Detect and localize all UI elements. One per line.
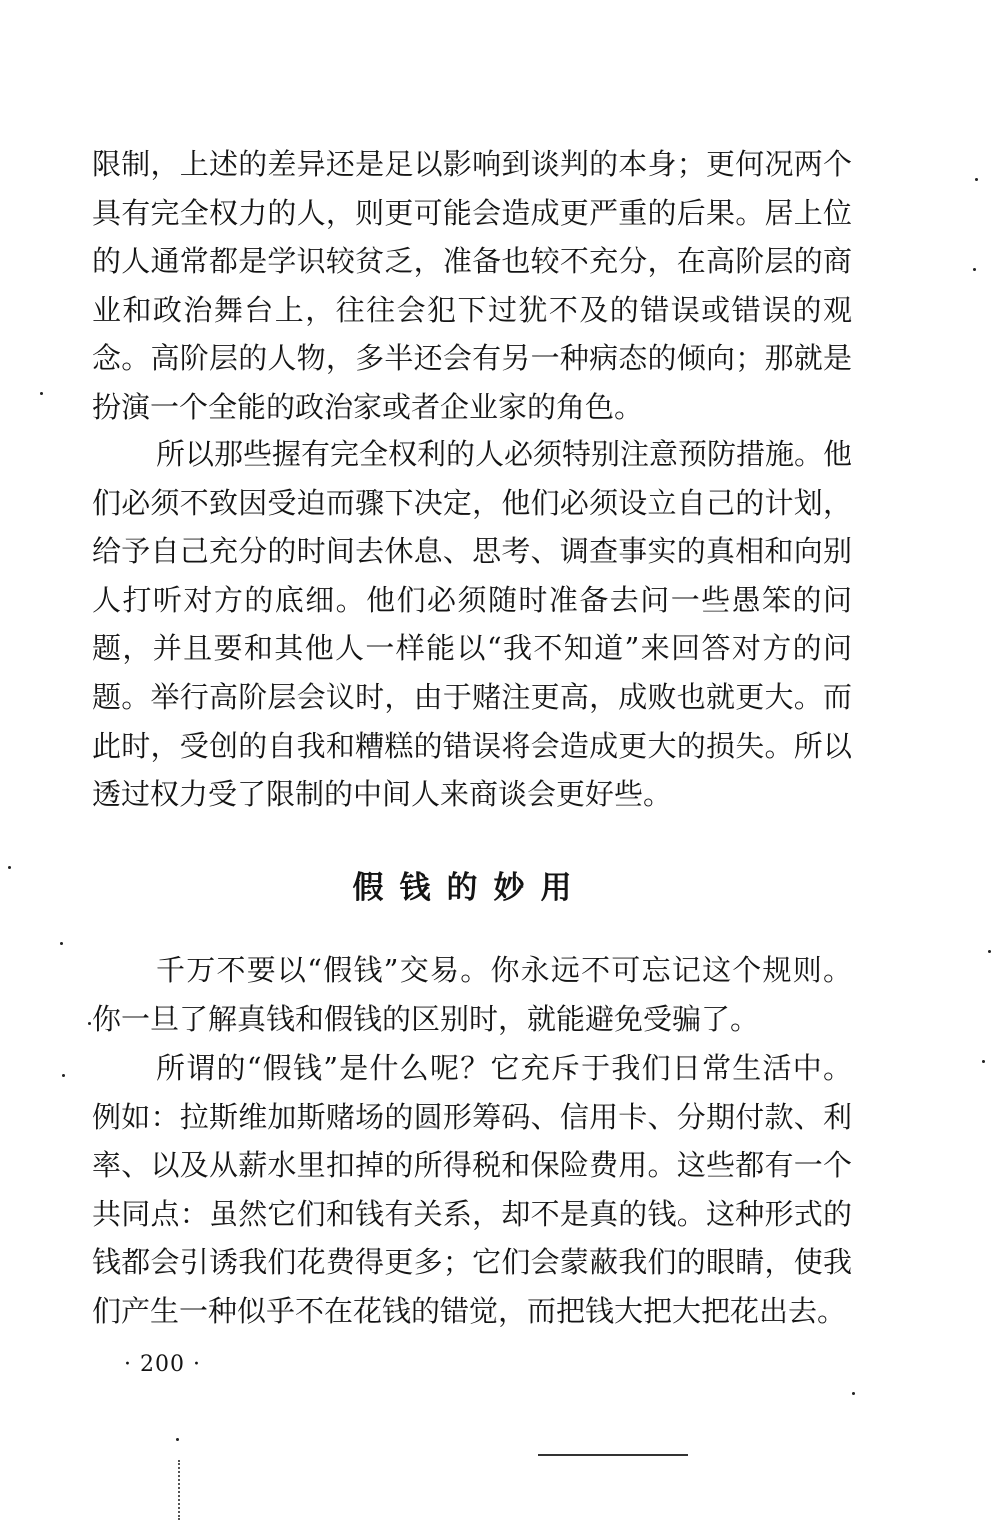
paragraph: 所谓的“假钱”是什么呢？它充斥于我们日常生活中。例如：拉斯维加斯赌场的圆形筹码、信用卡、分期付款、利率、以及从薪水里扣掉的所得税和保险费用。这些都有一个共同点：虽然它们和钱有关系，却不是真的钱。这种形式的钱都会引诱我们花费得更多；它们会蒙蔽我们的眼睛，使我们产生一种似乎不在花钱的错觉，而把钱大把大把花出去。 xyxy=(92,1051,852,1328)
paragraph: 所以那些握有完全权利的人必须特别注意预防措施。他们必须不致因受迫而骤下决定，他们必须设立自己的计划，给予自己充分的时间去休息、思考、调查事实的真相和向别人打听对方的底细。他们必须随时准备去问一些愚笨的问题，并且要和其他人一样能以“我不知道”来回答对方的问题。举行高阶层会议时，由于赌注更高，成败也就更大。而此时，受创的自我和糟糕的错误将会造成更大的损失。所以透过权力受了限制的中间人来商谈会更好些。 xyxy=(92,437,853,812)
scan-speck xyxy=(973,268,976,271)
scan-speck xyxy=(975,178,978,181)
scan-speck xyxy=(852,1392,855,1395)
scan-speck xyxy=(62,1074,65,1077)
scan-line xyxy=(538,1454,688,1456)
paragraph: 千万不要以“假钱”交易。你永远不可忘记这个规则。你一旦了解真钱和假钱的区别时，就能避免受骗了。 xyxy=(92,953,852,1036)
scan-speck xyxy=(88,1022,91,1025)
section-title: 假钱的妙用 xyxy=(352,870,588,906)
scan-edge-mark xyxy=(178,1460,186,1520)
scan-speck xyxy=(176,1438,179,1441)
scan-speck xyxy=(40,392,43,395)
scan-speck xyxy=(60,942,63,945)
paragraph-continued: 限制，上述的差异还是足以影响到谈判的本身；更何况两个具有完全权力的人，则更可能会造成更严重的后果。居上位的人通常都是学识较贫乏，准备也较不充分，在高阶层的商业和政治舞台上，往往会犯下过犹不及的错误或错误的观念。高阶层的人物，多半还会有另一种病态的倾向；那就是扮演一个全能的政治家或者企业家的角色。 xyxy=(92,147,852,424)
scan-speck xyxy=(8,866,11,869)
page-number: · 200 · xyxy=(124,1352,201,1377)
scan-speck xyxy=(988,950,991,953)
scan-speck xyxy=(982,1060,985,1063)
